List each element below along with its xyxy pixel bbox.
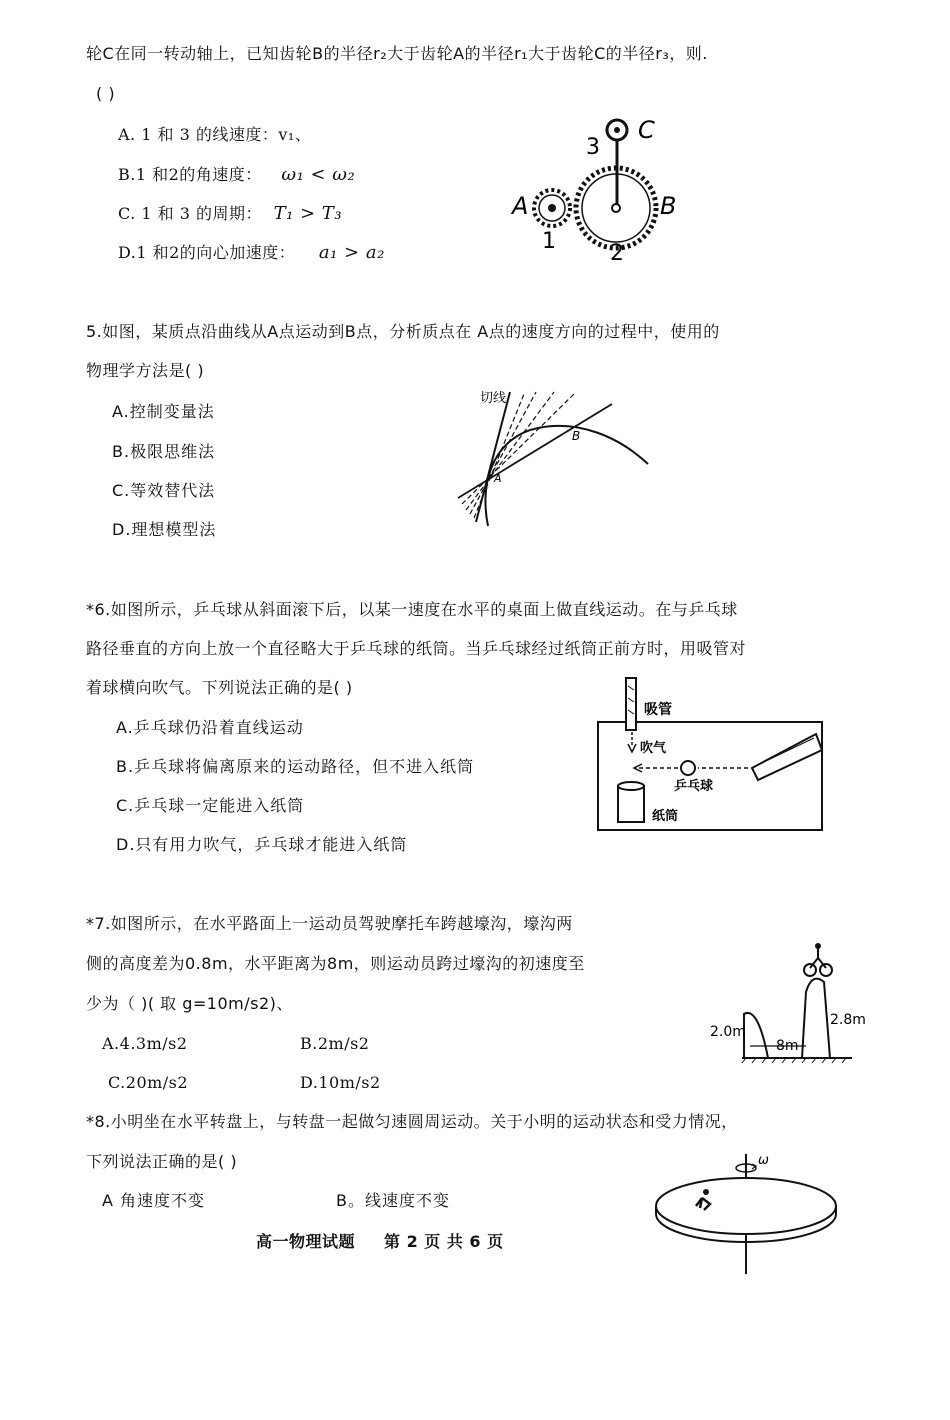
- q8-stem-line-2: 下列说法正确的是( ): [86, 1152, 238, 1171]
- gear-figure: [500, 108, 700, 268]
- q4-option-b-math: ω₁ < ω₂: [281, 164, 356, 185]
- gear-label-a: A: [512, 192, 529, 220]
- q6-stem-line-3: 着球横向吹气。下列说法正确的是( ): [86, 678, 353, 697]
- q8-stem-line-1: *8.小明坐在水平转盘上，与转盘一起做匀速圆周运动。关于小明的运动状态和受力情况，: [86, 1112, 738, 1131]
- straw-label: 吸管: [644, 702, 672, 718]
- q5-option-c: C.等效替代法: [112, 481, 216, 500]
- q4-option-d-text: D.1 和2的向心加速度：: [118, 243, 296, 262]
- gear-label-c: C: [638, 116, 655, 144]
- q7-stem-line-1: *7.如图所示，在水平路面上一运动员驾驶摩托车跨越壕沟，壕沟两: [86, 914, 573, 933]
- q5-stem-line-1: 5.如图，某质点沿曲线从A点运动到B点，分析质点在 A点的速度方向的过程中，使用的: [86, 322, 720, 341]
- straw: [626, 678, 636, 730]
- q8-option-a: A 角速度不变: [102, 1191, 206, 1210]
- right-bank: [802, 979, 830, 1058]
- omega-label: ω: [758, 1153, 769, 1168]
- left-bank: [744, 1013, 768, 1058]
- incline: [752, 734, 822, 780]
- pingpong-ball: [681, 761, 695, 775]
- tube-label: 纸筒: [652, 809, 679, 824]
- pingpong-figure: [592, 676, 828, 834]
- gear-label-3: 3: [586, 135, 600, 160]
- gear-label-b: B: [660, 192, 677, 220]
- q7-option-c: C.20m/s2: [108, 1073, 189, 1092]
- height-right-label: 2.8m: [830, 1012, 866, 1028]
- point-a-label: A: [494, 472, 502, 485]
- q6-stem-line-2: 路径垂直的方向上放一个直径略大于乒乓球的纸筒。当乒乓球经过纸筒正前方时，用吸管对: [86, 639, 747, 658]
- q6-option-b: B.乒乓球将偏离原来的运动路径，但不进入纸筒: [116, 757, 475, 776]
- q4-option-d-math: a₁ > a₂: [318, 242, 385, 263]
- blow-label: 吹气: [640, 741, 667, 756]
- gear-label-1: 1: [542, 229, 556, 254]
- turntable-disk: [656, 1178, 836, 1234]
- footer-subject: 高一物理试题: [256, 1232, 356, 1251]
- q4-option-a: [118, 125, 311, 144]
- motorcycle: [804, 964, 816, 976]
- q5-option-b: B.极限思维法: [112, 442, 216, 461]
- distance-label: 8m: [776, 1038, 799, 1054]
- q7-option-a: A.4.3m/s2: [102, 1034, 188, 1053]
- gear-label-2: 2: [610, 241, 624, 266]
- tangent-figure: [448, 386, 658, 531]
- q7-stem-line-3: 少为（ )( 取 g=10m/s2)、: [86, 994, 293, 1013]
- q4-option-c-math: T₁ > T₃: [273, 203, 343, 224]
- tangent-label: 切线: [480, 391, 507, 406]
- q7-option-b: B.2m/s2: [300, 1034, 370, 1053]
- q6-option-c: C.乒乓球一定能进入纸筒: [116, 796, 305, 815]
- ball-label: 乒乓球: [674, 779, 714, 794]
- q4-option-d: [118, 242, 385, 264]
- q8-option-b: B。线速度不变: [336, 1191, 450, 1210]
- q4-option-a-text: A. 1 和 3 的线速度：v₁、: [118, 125, 312, 144]
- q4-option-c-text: C. 1 和 3 的周期：: [118, 204, 262, 223]
- q4-option-b-text: B.1 和2的角速度：: [118, 165, 262, 184]
- q7-stem-line-2: 侧的高度差为0.8m，水平距离为8m，则运动员跨过壕沟的初速度至: [86, 954, 585, 973]
- paper-tube: [618, 786, 644, 822]
- q5-option-d: D.理想模型法: [112, 520, 217, 539]
- q6-option-d: D.只有用力吹气，乒乓球才能进入纸筒: [116, 835, 408, 854]
- q5-stem-line-2: 物理学方法是( ): [86, 361, 205, 380]
- footer-page-number: 第 2 页 共 6 页: [384, 1232, 504, 1251]
- q4-intro: 轮C在同一转动轴上，已知齿轮B的半径r₂大于齿轮A的半径r₁大于齿轮C的半径r₃，则.: [86, 44, 708, 63]
- q4-answer-blank: ( ): [96, 84, 116, 103]
- height-left-label: 2.0m: [710, 1024, 746, 1040]
- q4-option-b: [118, 164, 355, 186]
- q7-option-d: D.10m/s2: [300, 1073, 381, 1092]
- q5-option-a: A.控制变量法: [112, 402, 215, 421]
- point-b-label: B: [572, 429, 581, 443]
- turntable-figure: [650, 1152, 846, 1276]
- q6-stem-line-1: *6.如图所示，乒乓球从斜面滚下后，以某一速度在水平的桌面上做直线运动。在与乒乓球: [86, 600, 738, 619]
- q6-option-a: A.乒乓球仍沿着直线运动: [116, 718, 304, 737]
- q4-option-c: [118, 203, 342, 225]
- motorcycle-figure: [706, 940, 866, 1064]
